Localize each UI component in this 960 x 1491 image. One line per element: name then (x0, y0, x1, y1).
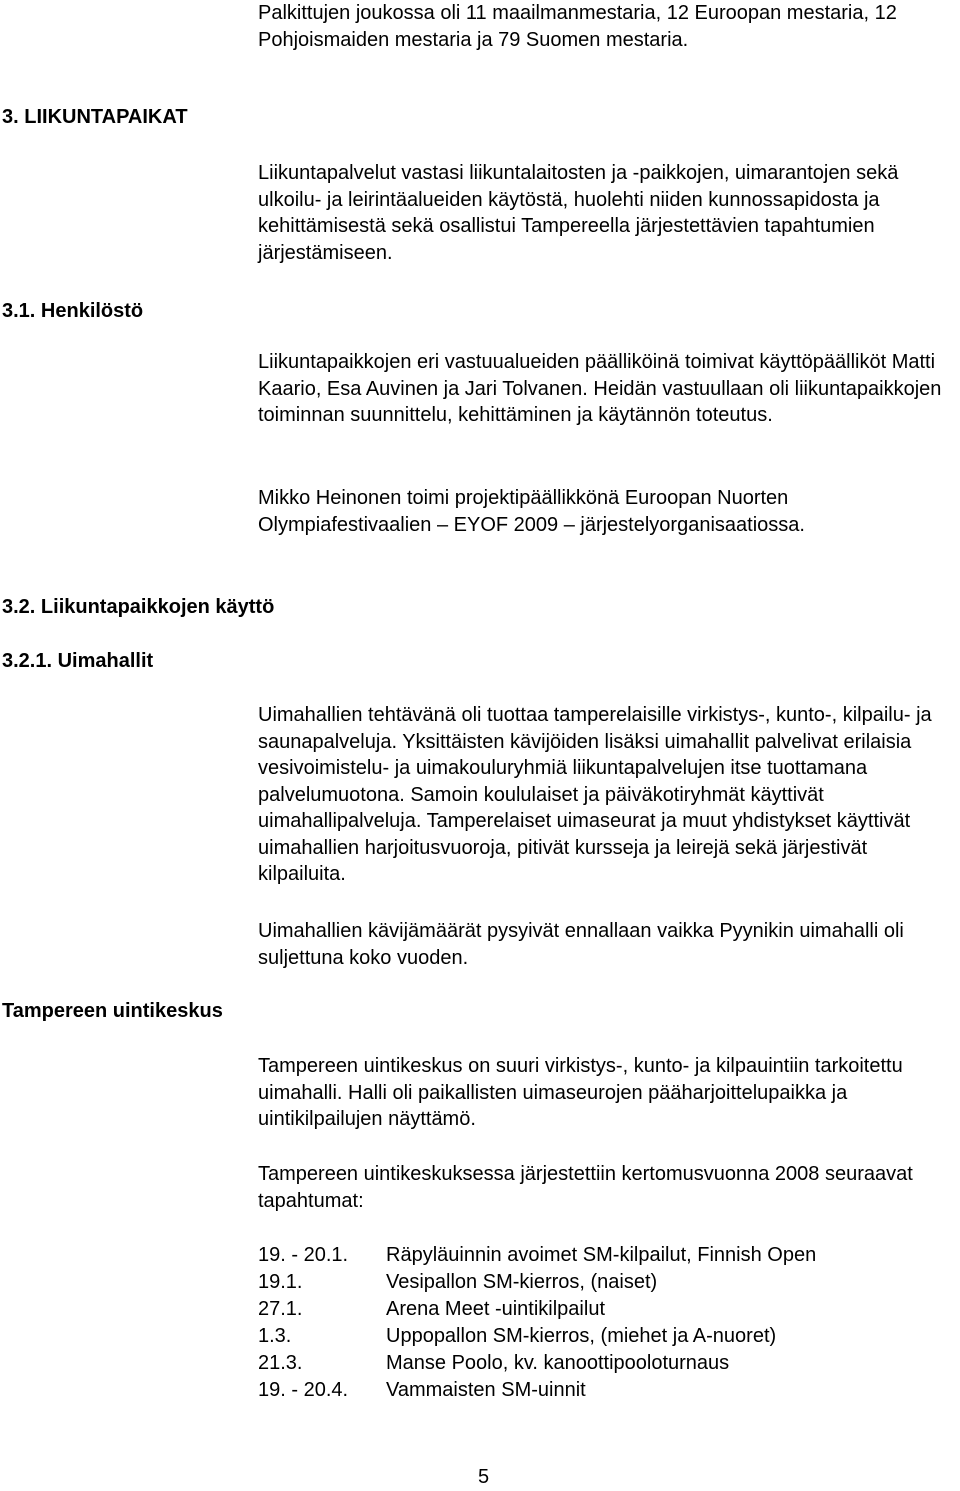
event-name: Manse Poolo, kv. kanoottipooloturnaus (386, 1352, 730, 1374)
event-name: Arena Meet -uintikilpailut (386, 1298, 605, 1320)
paragraph-uintikeskus-2: Tampereen uintikeskuksessa järjestettiin kertomusvuonna 2008 seuraavat tapahtumat: (258, 1163, 913, 1212)
subheading-uintikeskus: Tampereen uintikeskus (2, 1000, 223, 1022)
section-heading-3-2: 3.2. Liikuntapaikkojen käyttö (2, 596, 275, 618)
event-date: 1.3. (258, 1325, 292, 1347)
event-name: Uppopallon SM-kierros, (miehet ja A-nuoret) (386, 1325, 777, 1347)
paragraph-uintikeskus-1: Tampereen uintikeskus on suuri virkistys-, kunto- ja kilpauintiin tarkoitettu uimahalli. Halli oli paikallisten uimaseurojen pääharjoittelupaikka ja uintikilpailujen näyttämö. (258, 1055, 903, 1130)
list-item (258, 1242, 816, 1269)
event-name: Räpyläuinnin avoimet SM-kilpailut, Finnish Open (386, 1244, 817, 1266)
list-item (258, 1350, 816, 1377)
page-number: 5 (478, 1466, 490, 1488)
section-heading-3-1: 3.1. Henkilöstö (2, 300, 144, 322)
list-item (258, 1296, 816, 1323)
event-name: Vesipallon SM-kierros, (naiset) (386, 1271, 658, 1293)
section-heading-3: 3. LIIKUNTAPAIKAT (2, 106, 188, 128)
event-date: 19. - 20.1. (258, 1244, 349, 1266)
event-date: 19. - 20.4. (258, 1379, 349, 1401)
events-list (258, 1242, 816, 1404)
paragraph-3-1a: Liikuntapaikkojen eri vastuualueiden päälliköinä toimivat käyttöpäälliköt Matti Kaario, Esa Auvinen ja Jari Tolvanen. Heidän vastuullaan oli liikuntapaikkojen toiminnan suunnittelu, kehittäminen ja käytännön toteutus. (258, 351, 942, 426)
section-heading-3-2-1: 3.2.1. Uimahallit (2, 650, 154, 672)
event-name: Vammaisten SM-uinnit (386, 1379, 586, 1401)
intro-paragraph: Palkittujen joukossa oli 11 maailmanmestaria, 12 Euroopan mestaria, 12 Pohjoismaiden mestaria ja 79 Suomen mestaria. (258, 2, 897, 51)
event-date: 21.3. (258, 1352, 303, 1374)
list-item (258, 1323, 816, 1350)
list-item (258, 1269, 816, 1296)
paragraph-3-2-1b: Uimahallien kävijämäärät pysyivät ennallaan vaikka Pyynikin uimahalli oli suljettuna koko vuoden. (258, 920, 904, 969)
list-item (258, 1377, 816, 1404)
event-date: 19.1. (258, 1271, 303, 1293)
paragraph-3: Liikuntapalvelut vastasi liikuntalaitosten ja -paikkojen, uimarantojen sekä ulkoilu- ja leirintäalueiden käytöstä, huolehti niiden kunnossapidosta ja kehittämisestä sekä osallistui Tampereella järjestettävien tapahtumien järjestämiseen. (258, 162, 899, 264)
paragraph-3-2-1a: Uimahallien tehtävänä oli tuottaa tamperelaisille virkistys-, kunto-, kilpailu- ja saunapalveluja. Yksittäisten kävijöiden lisäksi uimahallit palvelivat erilaisia vesivoimistelu- ja uimakouluryhmiä liikuntapalvelujen itse tuottamana palvelumuotona. Samoin koululaiset ja päiväkotiryhmät käyttivät uimahallipalveluja. Tamperelaiset uimaseurat ja muut yhdistykset käyttivät uimahallien harjoitusvuoroja, pitivät kursseja ja leirejä sekä järjestivät kilpailuita. (258, 704, 932, 885)
paragraph-3-1b: Mikko Heinonen toimi projektipäällikkönä Euroopan Nuorten Olympiafestivaalien – EYOF 2009 – järjestelyorganisaatiossa. (258, 487, 805, 536)
event-date: 27.1. (258, 1298, 303, 1320)
